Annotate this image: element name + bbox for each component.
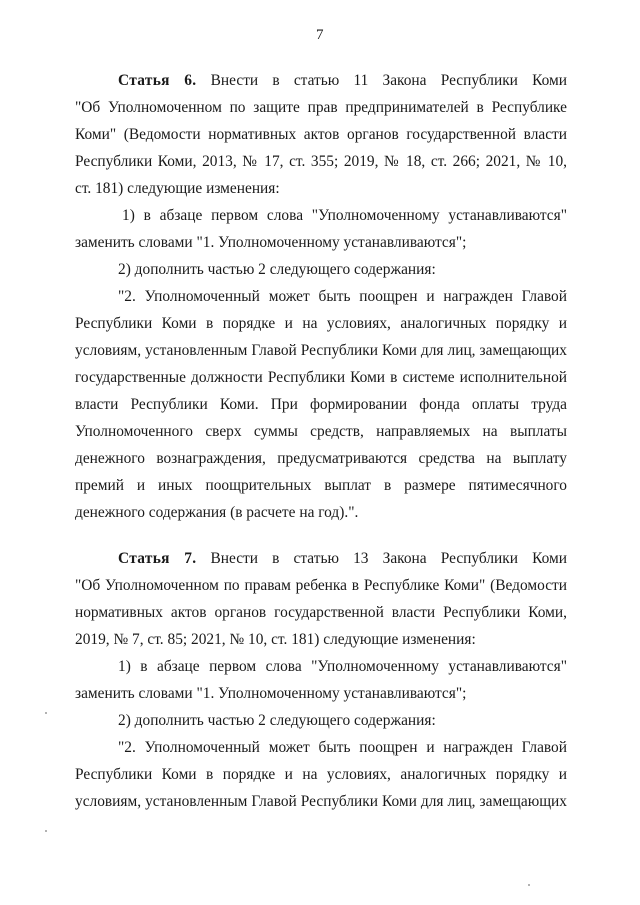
article-7-heading: Статья 7. [118, 550, 197, 567]
page-number: 7 [316, 27, 324, 43]
article-7-quote-line: Республики Коми в порядке и на условиях, аналогичных порядку и [75, 766, 567, 783]
article-6-intro-text: Внести в статью 11 Закона Республики Коми [210, 72, 567, 89]
article-6-quote-line: "2. Уполномоченный может быть поощрен и награжден Главой [118, 288, 567, 305]
article-6-quote-line: премий и иных поощрительных выплат в размере пятимесячного [75, 477, 567, 494]
article-6-quote-line: власти Республики Коми. При формировании фонда оплаты труда [75, 396, 567, 413]
article-7-intro-text: Внести в статью 13 Закона Республики Коми [210, 550, 567, 567]
scan-speck [528, 884, 530, 886]
article-6-line: ст. 181) следующие изменения: [75, 180, 280, 197]
article-7-line: 2019, № 7, ст. 85; 2021, № 10, ст. 181) следующие изменения: [75, 631, 476, 648]
article-6-line: Коми" (Ведомости нормативных актов органов государственной власти [75, 126, 567, 143]
article-6-heading: Статья 6. [118, 72, 197, 89]
article-7-quote-line: условиям, установленным Главой Республики Коми для лиц, замещающих [75, 793, 567, 810]
article-7-line: нормативных актов органов государственной власти Республики Коми, [75, 604, 567, 621]
article-6-item-1-cont: заменить словами "1. Уполномоченному устанавливаются"; [75, 234, 467, 251]
article-6-item-1: 1) в абзаце первом слова "Уполномоченному устанавливаются" [122, 207, 567, 224]
article-6-item-2: 2) дополнить частью 2 следующего содержания: [118, 261, 436, 278]
article-7-item-1-cont: заменить словами "1. Уполномоченному устанавливаются"; [75, 685, 467, 702]
article-6-quote-line: Уполномоченного сверх суммы средств, направляемых на выплаты [75, 423, 567, 440]
article-6-line: Республики Коми, 2013, № 17, ст. 355; 2019, № 18, ст. 266; 2021, № 10, [75, 153, 567, 170]
article-7-first-line [118, 549, 567, 569]
article-7-line: "Об Уполномоченном по правам ребенка в Республике Коми" (Ведомости [75, 577, 567, 594]
scan-speck [45, 712, 47, 714]
article-6-first-line [118, 71, 567, 91]
article-6-quote-line: условиям, установленным Главой Республики Коми для лиц, замещающих [75, 342, 567, 359]
article-7-item-1: 1) в абзаце первом слова "Уполномоченному устанавливаются" [118, 658, 567, 675]
article-6-quote-line: государственные должности Республики Коми в системе исполнительной [75, 369, 567, 386]
article-7-item-2: 2) дополнить частью 2 следующего содержания: [118, 712, 436, 729]
article-6-quote-line: денежного вознаграждения, предусматриваются средства на выплату [75, 450, 567, 467]
scan-speck [45, 830, 47, 832]
article-6-quote-line: денежного содержания (в расчете на год).". [75, 504, 359, 521]
article-6-quote-line: Республики Коми в порядке и на условиях, аналогичных порядку и [75, 315, 567, 332]
article-7-quote-line: "2. Уполномоченный может быть поощрен и награжден Главой [118, 739, 567, 756]
article-6-line: "Об Уполномоченном по защите прав предпринимателей в Республике [75, 99, 567, 116]
